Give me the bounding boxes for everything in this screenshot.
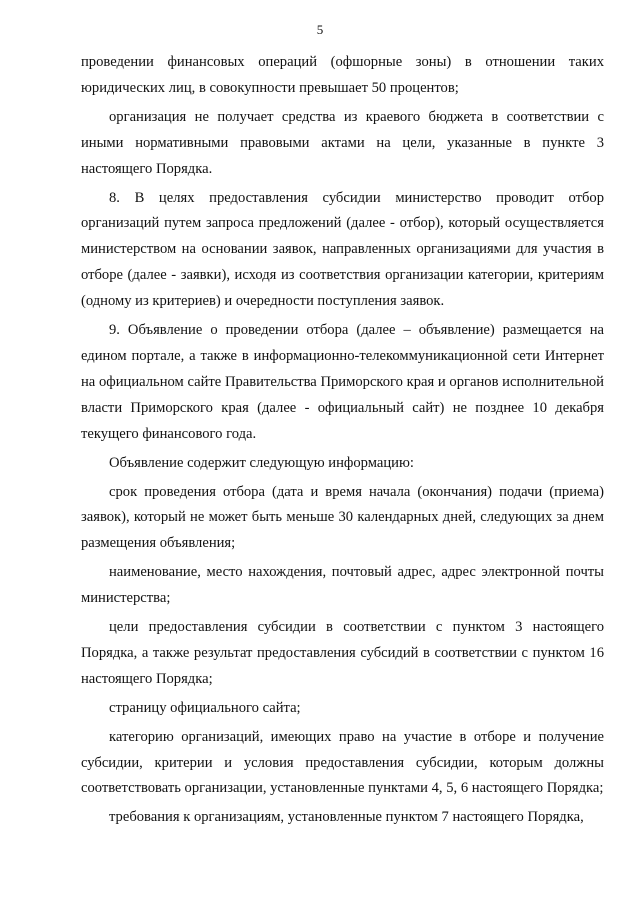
document-body — [81, 50, 604, 834]
paragraph-10: категорию организаций, имеющих право на участие в отборе и получение субсидии, критерии и условия предоставления субсидии, которым должны соответствовать организации, установленные пунктами 4, 5, 6 настоящего Порядка; — [81, 728, 604, 797]
paragraph-4: 9. Объявление о проведении отбора (далее – объявление) размещается на едином портале, а также в информационно-телекоммуникационной сети Интернет на официальном сайте Правительства Приморского края и органов исполнительной власти Приморского края (далее - официальный сайт) не позднее 10 декабря текущего финансового года. — [81, 322, 604, 442]
paragraph-7: наименование, место нахождения, почтовый адрес, адрес электронной почты министерства; — [81, 564, 604, 607]
page-number: 5 — [316, 22, 324, 37]
paragraph-8: цели предоставления субсидии в соответствии с пунктом 3 настоящего Порядка, а также результат предоставления субсидий в соответствии с пунктом 16 настоящего Порядка; — [81, 619, 604, 687]
paragraph-6: срок проведения отбора (дата и время начала (окончания) подачи (приема) заявок), который не может быть меньше 30 календарных дней, следующих за днем размещения объявления; — [81, 483, 604, 552]
paragraph-2: организация не получает средства из краевого бюджета в соответствии с иными нормативными правовыми актами на цели, указанные в пункте 3 настоящего Порядка. — [81, 108, 604, 177]
paragraph-9: страницу официального сайта; — [109, 699, 301, 716]
paragraph-5: Объявление содержит следующую информацию: — [109, 454, 414, 471]
paragraph-3: 8. В целях предоставления субсидии министерство проводит отбор организаций путем запроса предложений (далее - отбор), который осуществляется министерством на основании заявок, направленных организациями для участия в отборе (далее - заявки), исходя из соответствия организации категории, критериям (одному из критериев) и очередности поступления заявок. — [81, 189, 604, 310]
paragraph-1: проведении финансовых операций (офшорные зоны) в отношении таких юридических лиц, в совокупности превышает 50 процентов; — [81, 54, 604, 96]
paragraph-11: требования к организациям, установленные пунктом 7 настоящего Порядка, — [109, 809, 584, 826]
